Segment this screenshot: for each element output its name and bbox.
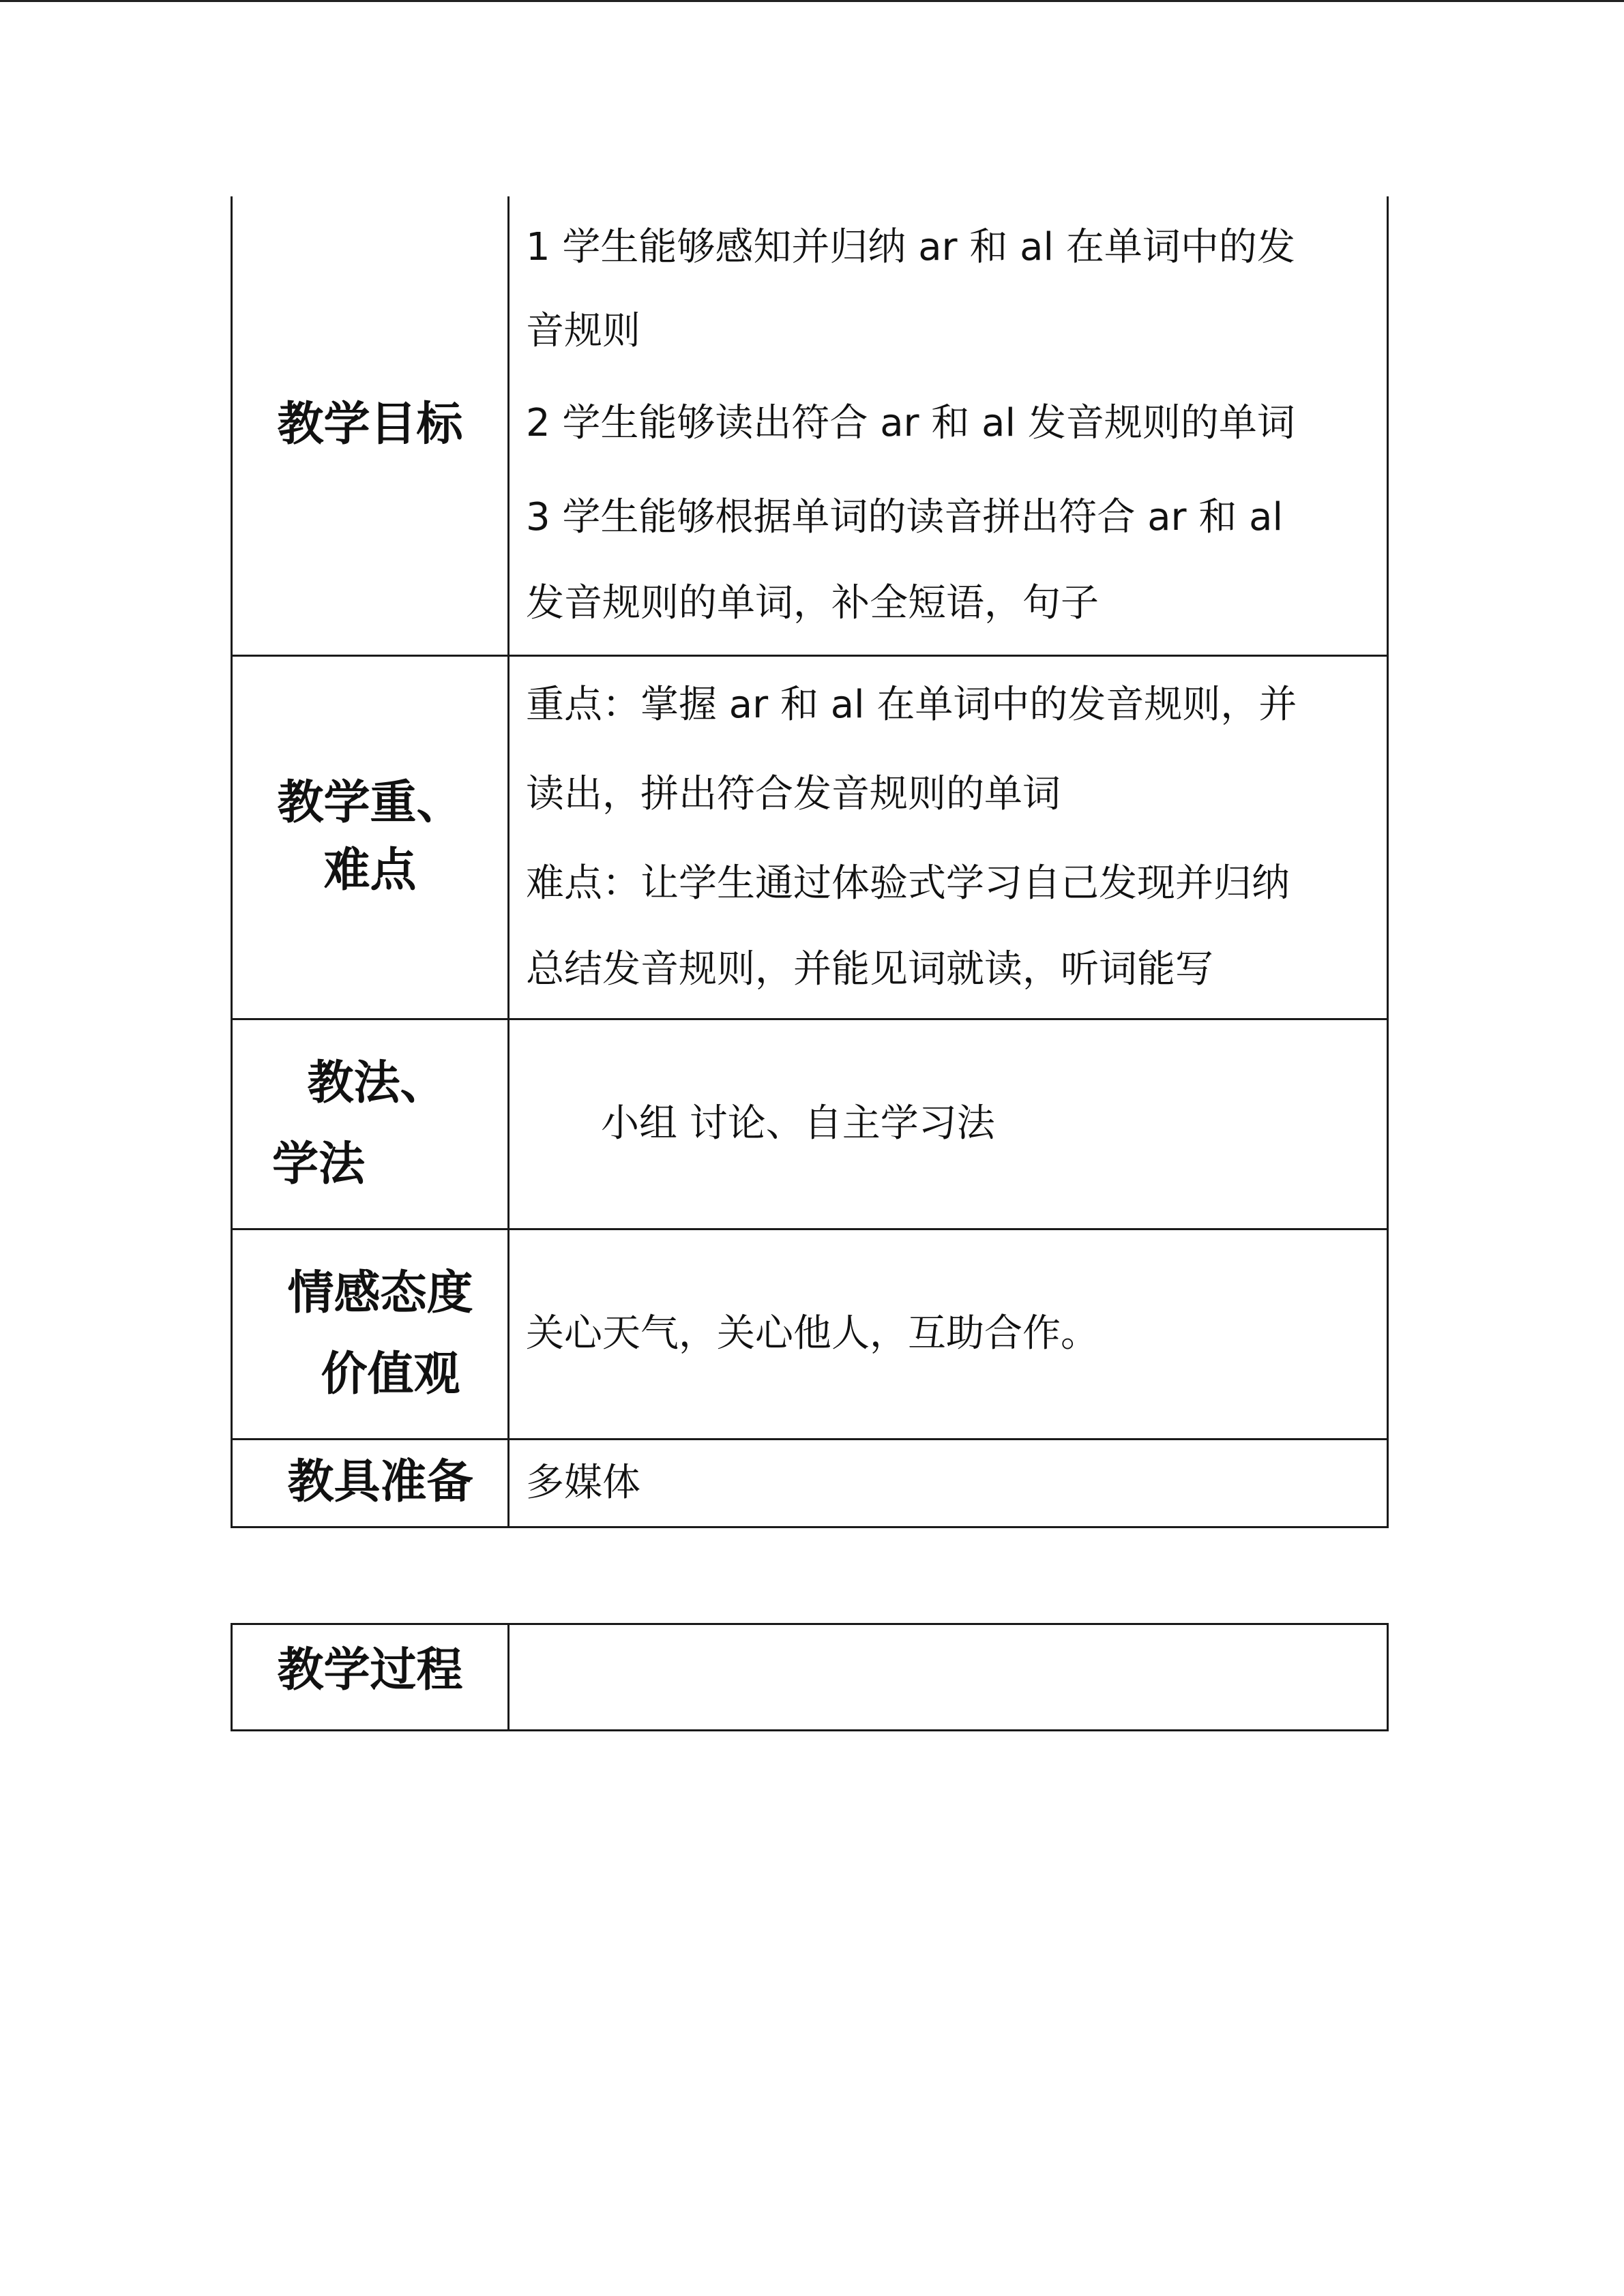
key-point-line-4: 总结发音规则，并能见词就读，听词能写 bbox=[526, 946, 1213, 992]
objective-line-2: 音规则 bbox=[526, 308, 640, 353]
teaching-process-table bbox=[231, 1623, 1389, 1731]
objective-line-1: 1 学生能够感知并归纳 ar 和 al 在单词中的发 bbox=[526, 224, 1295, 269]
objective-line-3: 2 学生能够读出符合 ar 和 al 发音规则的单词 bbox=[526, 400, 1295, 445]
objectives-row bbox=[232, 196, 1388, 655]
process-row bbox=[232, 1624, 1388, 1731]
key-points-label bbox=[232, 655, 509, 1019]
methods-text: 小组 讨论、自主学习法 bbox=[601, 1101, 995, 1146]
objectives-label: 教学目标 bbox=[232, 196, 509, 655]
objective-line-4: 3 学生能够根据单词的读音拼出符合 ar 和 al bbox=[526, 494, 1284, 539]
key-points-content bbox=[509, 655, 1388, 1019]
tools-label: 教具准备 bbox=[232, 1439, 509, 1527]
methods-row bbox=[232, 1019, 1388, 1229]
values-row bbox=[232, 1229, 1388, 1439]
objective-line-5: 发音规则的单词，补全短语，句子 bbox=[526, 580, 1099, 625]
methods-content bbox=[509, 1019, 1388, 1229]
key-points-row bbox=[232, 655, 1388, 1019]
methods-label bbox=[232, 1019, 509, 1229]
lesson-plan-table bbox=[231, 196, 1389, 1528]
key-points-label-line-1: 教学重、 bbox=[277, 775, 463, 830]
values-label-line-1: 情感态度 bbox=[287, 1266, 473, 1320]
page-top-rule bbox=[0, 0, 1624, 2]
tools-text: 多媒体 bbox=[526, 1460, 640, 1505]
key-points-label-line-2: 难点 bbox=[323, 843, 417, 897]
values-label-line-2: 价值观 bbox=[321, 1347, 460, 1401]
values-content bbox=[509, 1229, 1388, 1439]
tools-content bbox=[509, 1439, 1388, 1527]
values-text: 关心天气，关心他人，互助合作。 bbox=[526, 1311, 1099, 1356]
values-label bbox=[232, 1229, 509, 1439]
key-point-line-2: 读出，拼出符合发音规则的单词 bbox=[526, 771, 1061, 816]
methods-label-line-2: 学法 bbox=[272, 1137, 366, 1191]
process-label: 教学过程 bbox=[232, 1624, 509, 1731]
methods-label-line-1: 教法、 bbox=[307, 1056, 447, 1110]
process-content bbox=[509, 1624, 1388, 1731]
objectives-content bbox=[509, 196, 1388, 655]
tools-row bbox=[232, 1439, 1388, 1527]
key-point-line-3: 难点：让学生通过体验式学习自己发现并归纳 bbox=[526, 861, 1290, 906]
key-point-line-1: 重点：掌握 ar 和 al 在单词中的发音规则，并 bbox=[526, 682, 1297, 727]
